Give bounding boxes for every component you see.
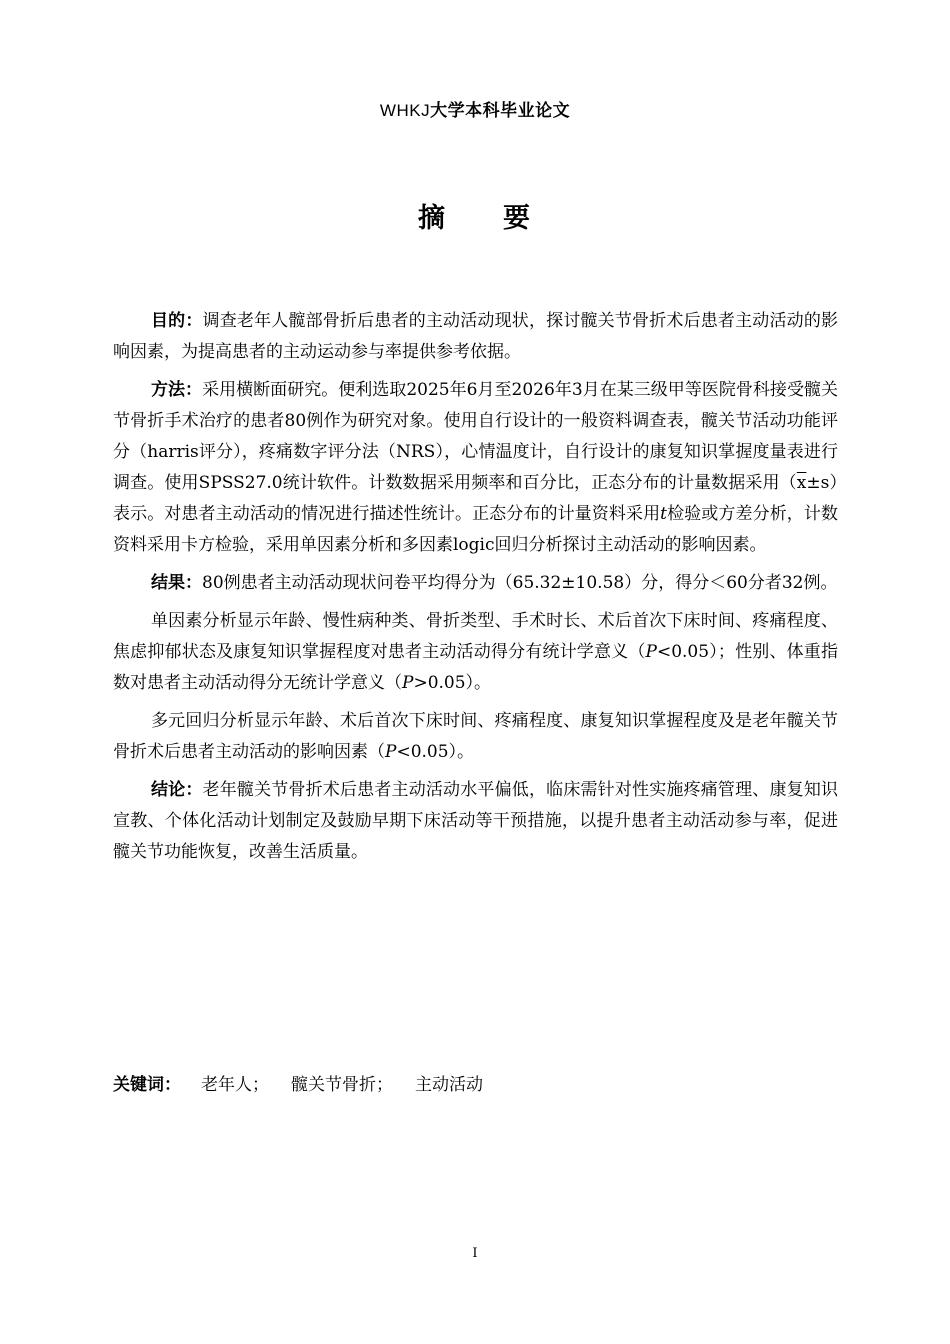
title-char-1: 摘 (418, 203, 447, 234)
results-label: 结果： (151, 573, 202, 593)
page-number: I (472, 1246, 478, 1261)
header-cjk: 大学本科毕业论文 (430, 101, 571, 121)
objective-paragraph (113, 306, 838, 368)
keywords-line (113, 1070, 505, 1095)
methods-label: 方法： (151, 380, 203, 400)
header-latin: WHKJ (379, 101, 431, 120)
keyword-item: 髋关节骨折； (291, 1075, 393, 1095)
univariate-text-a: 单因素分析显示年龄、慢性病种类、骨折类型、手术时长、术后首次下床时间、疼痛程度、焦虑抑郁状态及康复知识掌握程度对患者主动活动得分有统计学意义（ (113, 611, 838, 662)
p-symbol: P (385, 742, 397, 762)
conclusion-paragraph (113, 775, 838, 868)
running-header (0, 96, 950, 121)
univariate-text-b: <0.05）；性别、体重指数对患者主动活动得分无统计学意义（ (113, 642, 838, 693)
objective-text: 调查老年人髋部骨折后患者的主动活动现状，探讨髋关节骨折术后患者主动活动的影响因素，为提高患者的主动运动参与率提供参考依据。 (113, 311, 839, 362)
keyword-item: 老年人； (201, 1075, 269, 1095)
mean-symbol: $\overline{x}$ (796, 473, 807, 493)
multivariate-text-a: 多元回归分析显示年龄、术后首次下床时间、疼痛程度、康复知识掌握程度及是老年髋关节骨折术后患者主动活动的影响因素（ (113, 711, 838, 762)
univariate-text-c: >0.05）。 (413, 673, 492, 693)
objective-label: 目的： (151, 311, 203, 331)
results-paragraph (113, 568, 838, 599)
conclusion-text: 老年髋关节骨折术后患者主动活动水平偏低，临床需针对性实施疼痛管理、康复知识宣教、个体化活动计划制定及鼓励早期下床活动等干预措施，以提升患者主动活动参与率，促进髋关节功能恢复，改善生活质量。 (113, 780, 839, 862)
multivariate-text-b: <0.05）。 (396, 742, 475, 762)
methods-text-2: ±s）表示。对患者主动活动的情况进行描述性统计。正态分布的计量资料采用 (113, 473, 838, 524)
p-symbol: P (402, 673, 414, 693)
univariate-paragraph (113, 606, 838, 699)
abstract-title (0, 196, 950, 235)
p-symbol: P (645, 642, 657, 662)
conclusion-label: 结论： (151, 780, 203, 800)
methods-text-3: 检验或方差分析，计数资料采用卡方检验，采用单因素分析和多因素logic回归分析探讨主动活动的影响因素。 (113, 504, 839, 555)
methods-paragraph (113, 375, 838, 561)
keyword-item: 主动活动 (415, 1075, 483, 1095)
t-symbol: t (660, 504, 668, 524)
multivariate-paragraph (113, 706, 838, 768)
methods-text-1: 采用横断面研究。便利选取2025年6月至2026年3月在某三级甲等医院骨科接受髋关节骨折手术治疗的患者80例作为研究对象。使用自行设计的一般资料调查表，髋关节活动功能评分（harris评分），疼痛数字评分法（NRS），心情温度计，自行设计的康复知识掌握度量表进行调查。使用SPSS27.0统计软件。计数数据采用频率和百分比，正态分布的计量数据采用（ (113, 380, 838, 493)
title-char-2: 要 (503, 203, 532, 234)
keywords-label: 关键词： (113, 1075, 181, 1095)
abstract-body (113, 306, 838, 875)
results-text: 80例患者主动活动现状问卷平均得分为（65.32±10.58）分，得分＜60分者32例。 (202, 573, 838, 593)
